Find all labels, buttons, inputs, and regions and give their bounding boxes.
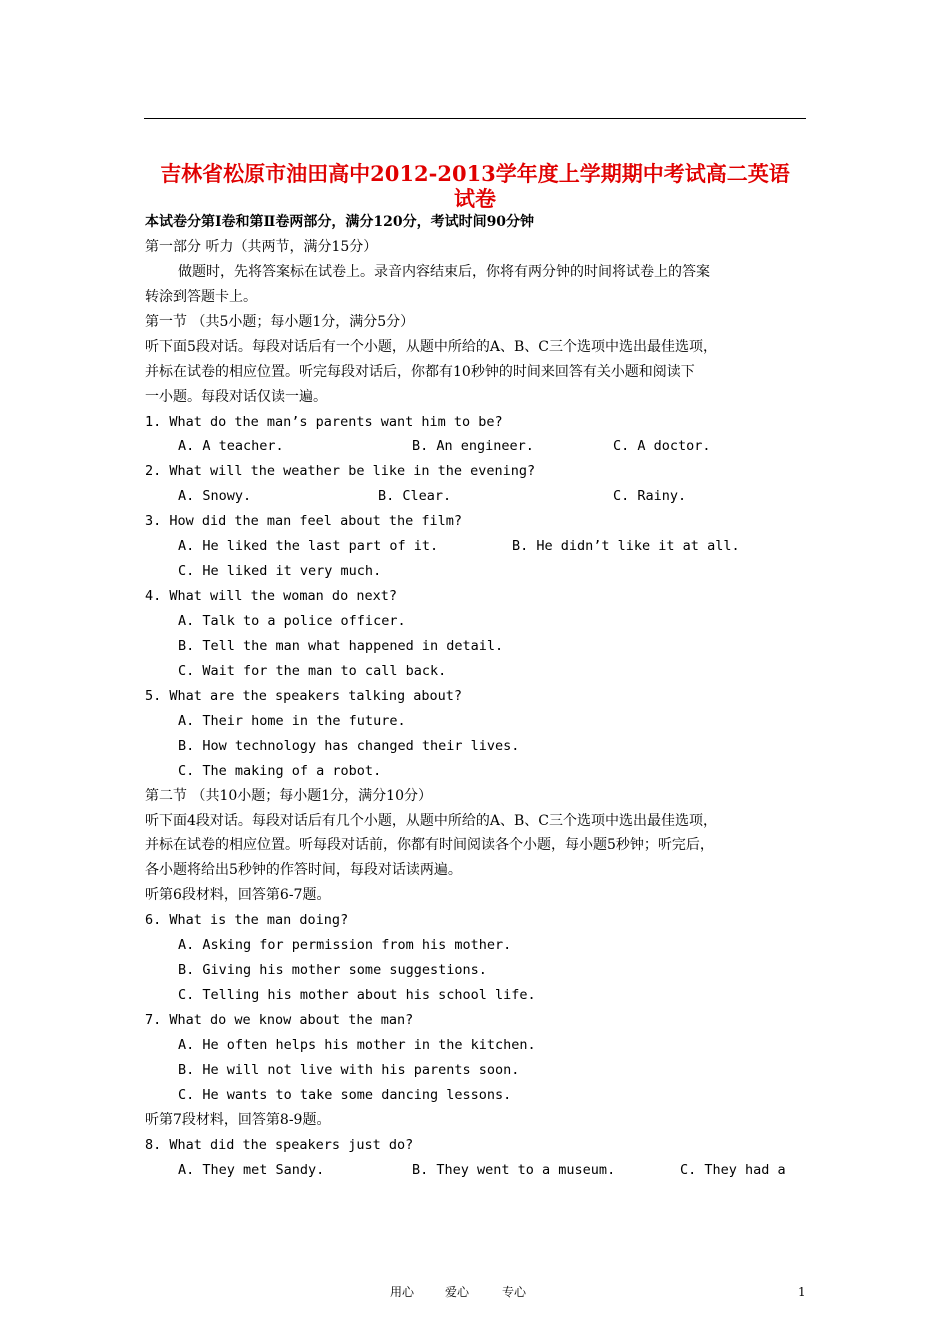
option-c: C. A doctor. [613,438,711,455]
section2-heading: 第二节 （共10小题；每小题1分，满分10分） [145,787,432,804]
question-2: 2. What will the weather be like in the evening? [145,463,536,480]
instruction-text: 转涂到答题卡上。 [145,288,257,305]
option-a: A. Asking for permission from his mother. [178,937,512,954]
option-a: A. Their home in the future. [178,712,406,729]
question-8-options [145,1158,807,1183]
question-8: 8. What did the speakers just do? [145,1136,414,1153]
question-6: 6. What is the man doing? [145,912,349,929]
question-7: 7. What do we know about the man? [145,1012,414,1028]
option-c: C. Rainy. [613,488,687,505]
option-b: B. Clear. [378,488,452,505]
option-a: A. He often helps his mother in the kitchen. [178,1036,536,1053]
option-c: C. He wants to take some dancing lessons. [178,1086,512,1103]
question-5: 5. What are the speakers talking about? [145,687,462,704]
option-b: B. How technology has changed their lives. [178,737,520,754]
question-4: 4. What will the woman do next? [145,588,397,605]
section2-instruction: 并标在试卷的相应位置。听每段对话前，你都有时间阅读各个小题，每小题5秒钟；听完后， [145,837,714,854]
question-1: 1. What do the man’s parents want him to be? [145,413,503,430]
material-7-heading: 听第7段材料，回答第8-9题。 [145,1111,331,1128]
option-b: B. An engineer. [412,438,534,455]
exam-intro: 本试卷分第Ⅰ卷和第Ⅱ卷两部分，满分120分，考试时间90分钟 [145,214,535,230]
section1-heading: 第一节 （共5小题；每小题1分，满分5分） [145,313,415,330]
question-1-options [145,434,807,459]
exam-body [145,210,807,1183]
option-b: B. Tell the man what happened in detail. [178,637,504,654]
option-b: B. Giving his mother some suggestions. [178,962,487,979]
option-c: C. Telling his mother about his school life. [178,987,536,1004]
option-c: C. The making of a robot. [178,762,382,779]
header-rule [144,118,806,119]
section1-instruction: 听下面5段对话。每段对话后有一个小题，从题中所给的A、B、C三个选项中选出最佳选项， [145,338,718,355]
footer-motto: 用心 [390,1285,415,1299]
exam-title-continued: 试卷 [454,186,496,211]
option-c: C. He liked it very much. [178,563,382,580]
section1-instruction: 一小题。每段对话仅读一遍。 [145,388,327,405]
option-a: A. Talk to a police officer. [178,613,406,629]
option-a: A. Snowy. [178,488,252,505]
instruction-text: 做题时，先将答案标在试卷上。录音内容结束后，你将有两分钟的时间将试卷上的答案 [178,263,710,280]
question-2-options [145,484,807,509]
option-b: B. He will not live with his parents soon. [178,1061,520,1078]
option-c: C. They had a [680,1161,786,1178]
option-a: A. He liked the last part of it. [178,538,439,555]
page-number: 1 [798,1285,806,1299]
section2-instruction: 各小题将给出5秒钟的作答时间，每段对话读两遍。 [145,862,462,879]
option-b: B. He didn’t like it at all. [512,538,740,555]
exam-title: 吉林省松原市油田高中2012-2013学年度上学期期中考试高二英语 [160,161,790,186]
footer-motto: 专心 [502,1285,527,1299]
option-c: C. Wait for the man to call back. [178,662,447,679]
footer-motto: 爱心 [445,1285,470,1299]
question-3: 3. How did the man feel about the film? [145,513,462,530]
section1-instruction: 并标在试卷的相应位置。听完每段对话后，你都有10秒钟的时间来回答有关小题和阅读下 [145,363,695,380]
page-footer [0,1282,950,1302]
option-a: A. A teacher. [178,438,284,455]
option-a: A. They met Sandy. [178,1161,325,1178]
question-3-options [145,534,807,559]
part1-heading: 第一部分 听力（共两节，满分15分） [145,238,378,255]
option-b: B. They went to a museum. [412,1161,616,1178]
material-6-heading: 听第6段材料，回答第6-7题。 [145,887,331,904]
section2-instruction: 听下面4段对话。每段对话后有几个小题，从题中所给的A、B、C三个选项中选出最佳选项， [145,812,718,829]
